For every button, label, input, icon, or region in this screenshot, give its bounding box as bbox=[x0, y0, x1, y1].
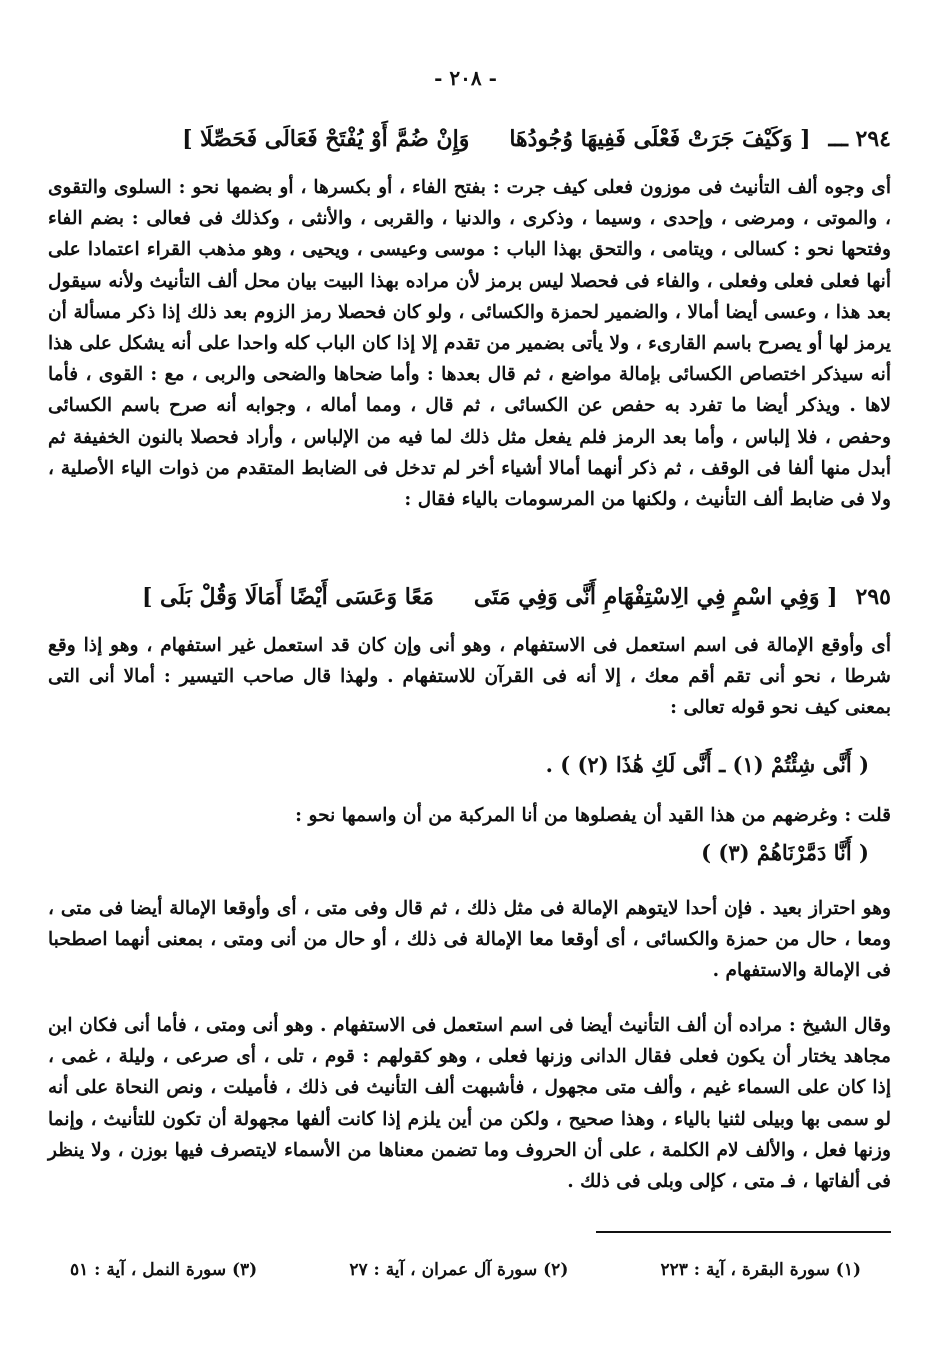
commentary-paragraph-1: أى وجوه ألف التأنيث فى موزون فعلى كيف جرت : بفتح الفاء ، أو بكسرها ، أو بضمها نحو : السلوى والتقوى ، والموتى ، ومرضى ، وإحدى ، وسيما ، وذكرى ، والدنيا ، والقربى ، والأنثى ، وكذلك فى فعالى : بضم الفاء وفتحها نحو : كسالى ، ويتامى ، والتحق بهذا الباب : موسى وعيسى ، ويحيى ، وهو مذهب القراء اعتمادا على أنها فعلى فعلى وفعلى ، والفاء فى فحصلا ليس برمز لأن مراده بهذا البيت بيان محل ألف التأنيث ولأنه سيقول بعد هذا ، وعسى أيضا أمالا ، والضمير لحمزة والكسائى ، ولو كان فحصلا رمز الزوم بعد ذلك إذا ذكر مسألة أن يرمز لها أو يصرح باسم القارىء ، ولا يأتى بضمير من تقدم إلا إذا كان الباب كله واحدا على أنه يشكل على هذا أنه سيذكر اختصاص الكسائى بإمالة مواضع ، ثم قال بعدها : وأما ضحاها والضحى والربى ، مع : القوى ، فأما لاها . ويذكر أيضا ما تفرد به حفص عن الكسائى ، ثم قال ، ومما أماله ، وجوابه أنه صرح باسم الكسائى وحفص ، فلا إلباس ، وأما بعد الرمز فلم يفعل مثل ذلك لما فيه من الإلباس ، وأراد فحصلا بالنون الخفيفة ثم أبدل منها ألفا فى الوقف ، ثم ذكر أنهما أمالا أشياء أخر لم تدخل فى الضابط المتقدم من ذوات الياء الأصلية ، ولا فى ضابط ألف التأنيث ، ولكنها من المرسومات بالياء فقال : bbox=[48, 177, 891, 511]
footnote-2: (٢) سورة آل عمران ، آية : ٢٧ bbox=[349, 1260, 569, 1280]
footnote-1: (١) سورة البقرة ، آية : ٢٢٣ bbox=[660, 1260, 861, 1280]
quran-quote-1: ( أَنَّى شِئْتُمْ (١) ـ أَنَّى لَكِ هَٰذَا (٢) ) . bbox=[545, 752, 869, 777]
commentary-paragraph-2: أى وأوقع الإمالة فى اسم استعمل فى الاستفهام ، وهو أنى وإن كان قد استعمل غير استفهام ، وهو إذا وقع شرطا ، نحو أنى تقم أقم معك ، إلا أنه فى القرآن للاستفهام . ولهذا قال صاحب التيسير : أمالا أنى التى بمعنى كيف نحو قوله تعالى : bbox=[48, 635, 891, 719]
verse-hemistich-first: [ وَفِي اسْمٍ فِي الِاسْتِفْهَامِ أَنَّى وَفِي مَتَى bbox=[473, 584, 838, 610]
verse-number: ٢٩٤ ـــ bbox=[828, 126, 891, 152]
page-number: - ٢٠٨ - bbox=[434, 66, 497, 90]
verse-294 bbox=[40, 126, 891, 152]
footnote-divider bbox=[596, 1231, 891, 1233]
commentary-paragraph-5: وقال الشيخ : مراده أن ألف التأنيث أيضا فى اسم استعمل فى الاستفهام . وهو أنى ومتى ، فأما أنى فكان ابن مجاهد يختار أن يكون فعلى فقال الدانى وزنها فعلى ، وهو كقولهم : قوم ، تلى ، أى صرعى ، وليلة ، غمى ، إذا كان على السماء غيم ، وألف متى مجهول ، فأشبهت ألف التأنيث فى ذلك ، فأميلت ، ونص النحاة على أنه لو سمى بها وبيلى لثنيا بالياء ، وهذا صحيح ، ولكن من أين يلزم إذا كانت ألفها مجهولة أن تكون للتأنيث ، وإنما وزنها فعل ، والألف لام الكلمة ، على أن الحروف وما تضمن معناها من الأسماء لايتصرف فيها بوزن ، ولا ينظر فى ألفاتها ، فـ متى ، كإلى وبلى فى ذلك . bbox=[48, 1015, 891, 1193]
book-page bbox=[40, 0, 891, 1364]
verse-number: ٢٩٥ bbox=[855, 584, 891, 610]
verse-295 bbox=[40, 584, 891, 610]
commentary-paragraph-3: قلت : وغرضهم من هذا القيد أن يفصلوها من أنا المركبة من أن واسمها نحو : bbox=[295, 805, 891, 826]
quran-quote-2: ( أَنَّا دَمَّرْنَاهُمْ (٣) ) bbox=[701, 840, 869, 865]
verse-hemistich-second: وَإِنْ ضُمَّ أَوْ يُفْتَحْ فَعَالَى فَحَصِّلَا ] bbox=[182, 126, 470, 152]
commentary-paragraph-4: وهو احتراز بعيد . فإن أحدا لايتوهم الإمالة فى مثل ذلك ، ثم قال وفى متى ، أى وأوقعا الإمالة أيضا فى متى ، ومعا ، حال من حمزة والكسائى ، أى أوقعا معا الإمالة فى ذلك ، أو حال من أنى ومتى ، بمعنى أنهما اصطحبا فى الإمالة والاستفهام . bbox=[48, 898, 891, 982]
verse-hemistich-second: مَعًا وَعَسَى أَيْضًا أَمَالَا وَقُلْ بَلَى ] bbox=[141, 584, 434, 610]
verse-hemistich-first: [ وَكَيْفَ جَرَتْ فَعْلَى فَفِيهَا وُجُودُهَا bbox=[509, 126, 811, 152]
footnotes bbox=[70, 1260, 861, 1280]
footnote-3: (٣) سورة النمل ، آية : ٥١ bbox=[70, 1260, 258, 1280]
